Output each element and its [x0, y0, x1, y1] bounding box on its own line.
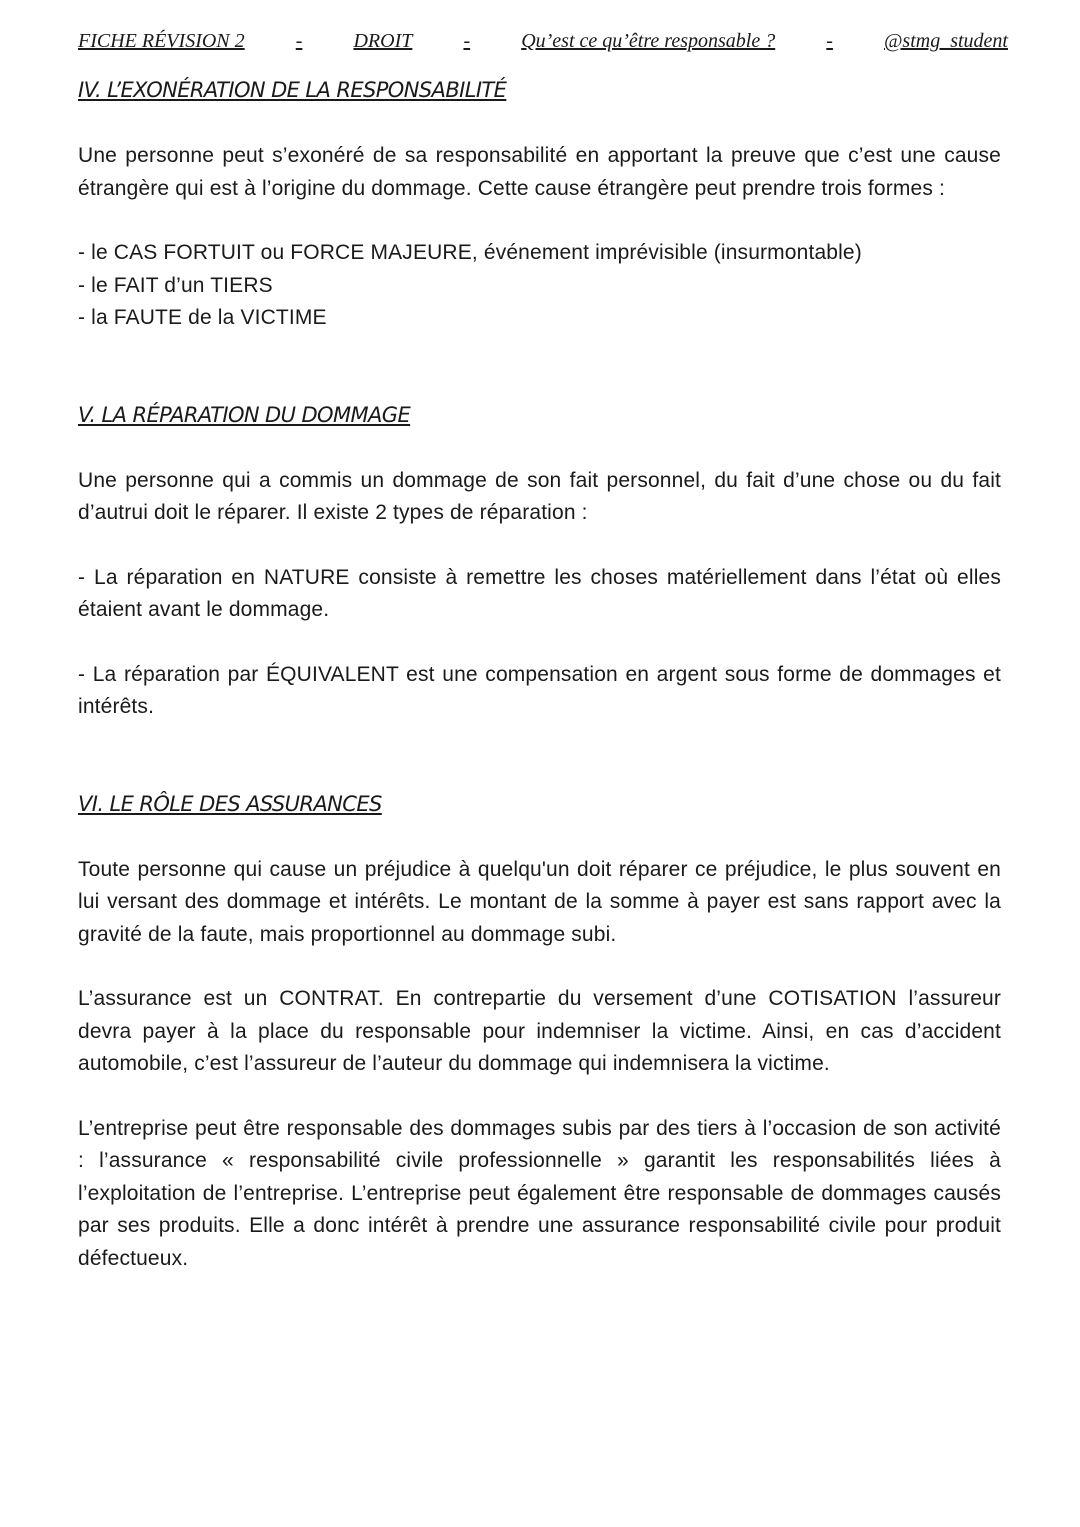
header-subject: DROIT: [353, 30, 413, 52]
list-exoneration-causes: [78, 237, 1001, 335]
list-item: - le FAIT d’un TIERS: [78, 273, 273, 297]
paragraph-assurances-contrat: L’assurance est un CONTRAT. En contrepartie du versement d’une COTISATION l’assureur devra payer à la place du responsable pour indemniser la victime. Ainsi, en cas d’accident automobile, c’est l’assureur de l’auteur du dommage qui indemnisera la victime.: [78, 987, 1001, 1075]
list-item: - la FAUTE de la VICTIME: [78, 306, 327, 329]
header-separator: -: [295, 30, 303, 52]
header-doc-title: FICHE RÉVISION 2: [78, 30, 245, 52]
page-header: [78, 30, 1008, 60]
paragraph-assurances-prejudice: Toute personne qui cause un préjudice à quelqu'un doit réparer ce préjudice, le plus souvent en lui versant des dommage et intérêts. Le montant de la somme à payer est sans rapport avec la gravité de la faute, mais proportionnel au dommage subi.: [78, 857, 1001, 946]
header-separator: -: [826, 30, 833, 52]
paragraph-reparation-equivalent: - La réparation par ÉQUIVALENT est une compensation en argent sous forme de dommages et intérêts.: [78, 662, 1001, 718]
paragraph-reparation-nature: - La réparation en NATURE consiste à remettre les choses matériellement dans l’état où elles étaient avant le dommage.: [78, 565, 1001, 621]
header-author: @stmg_student: [884, 30, 1008, 52]
paragraph-exoneration-intro: Une personne peut s’exonéré de sa responsabilité en apportant la preuve que c’est une cause étrangère qui est à l’origine du dommage. Cette cause étrangère peut prendre trois formes :: [78, 144, 1001, 200]
section-title-reparation: V. LA RÉPARATION DU DOMMAGE: [78, 402, 411, 427]
paragraph-reparation-intro: Une personne qui a commis un dommage de son fait personnel, du fait d’une chose ou du fait d’autrui doit le réparer. Il existe 2 types de réparation :: [78, 468, 1001, 524]
list-item: - le CAS FORTUIT ou FORCE MAJEURE, événement imprévisible (insurmontable): [78, 241, 862, 264]
section-title-assurances: VI. LE RÔLE DES ASSURANCES: [78, 791, 382, 816]
paragraph-assurances-entreprise: L’entreprise peut être responsable des dommages subis par des tiers à l’occasion de son activité : l’assurance « responsabilité civile professionnelle » garantit les responsabilités liées à l’exploitation de l’entreprise. L’entreprise peut également être responsable de dommages causés par ses produits. Elle a donc intérêt à prendre une assurance responsabilité civile pour produit défectueux.: [78, 1116, 1001, 1270]
document-page: [78, 30, 1008, 1275]
header-separator: -: [463, 30, 471, 52]
header-question: Qu’est ce qu’être responsable ?: [521, 30, 776, 52]
section-title-exoneration: IV. L’EXONÉRATION DE LA RESPONSABILITÉ: [78, 78, 507, 102]
